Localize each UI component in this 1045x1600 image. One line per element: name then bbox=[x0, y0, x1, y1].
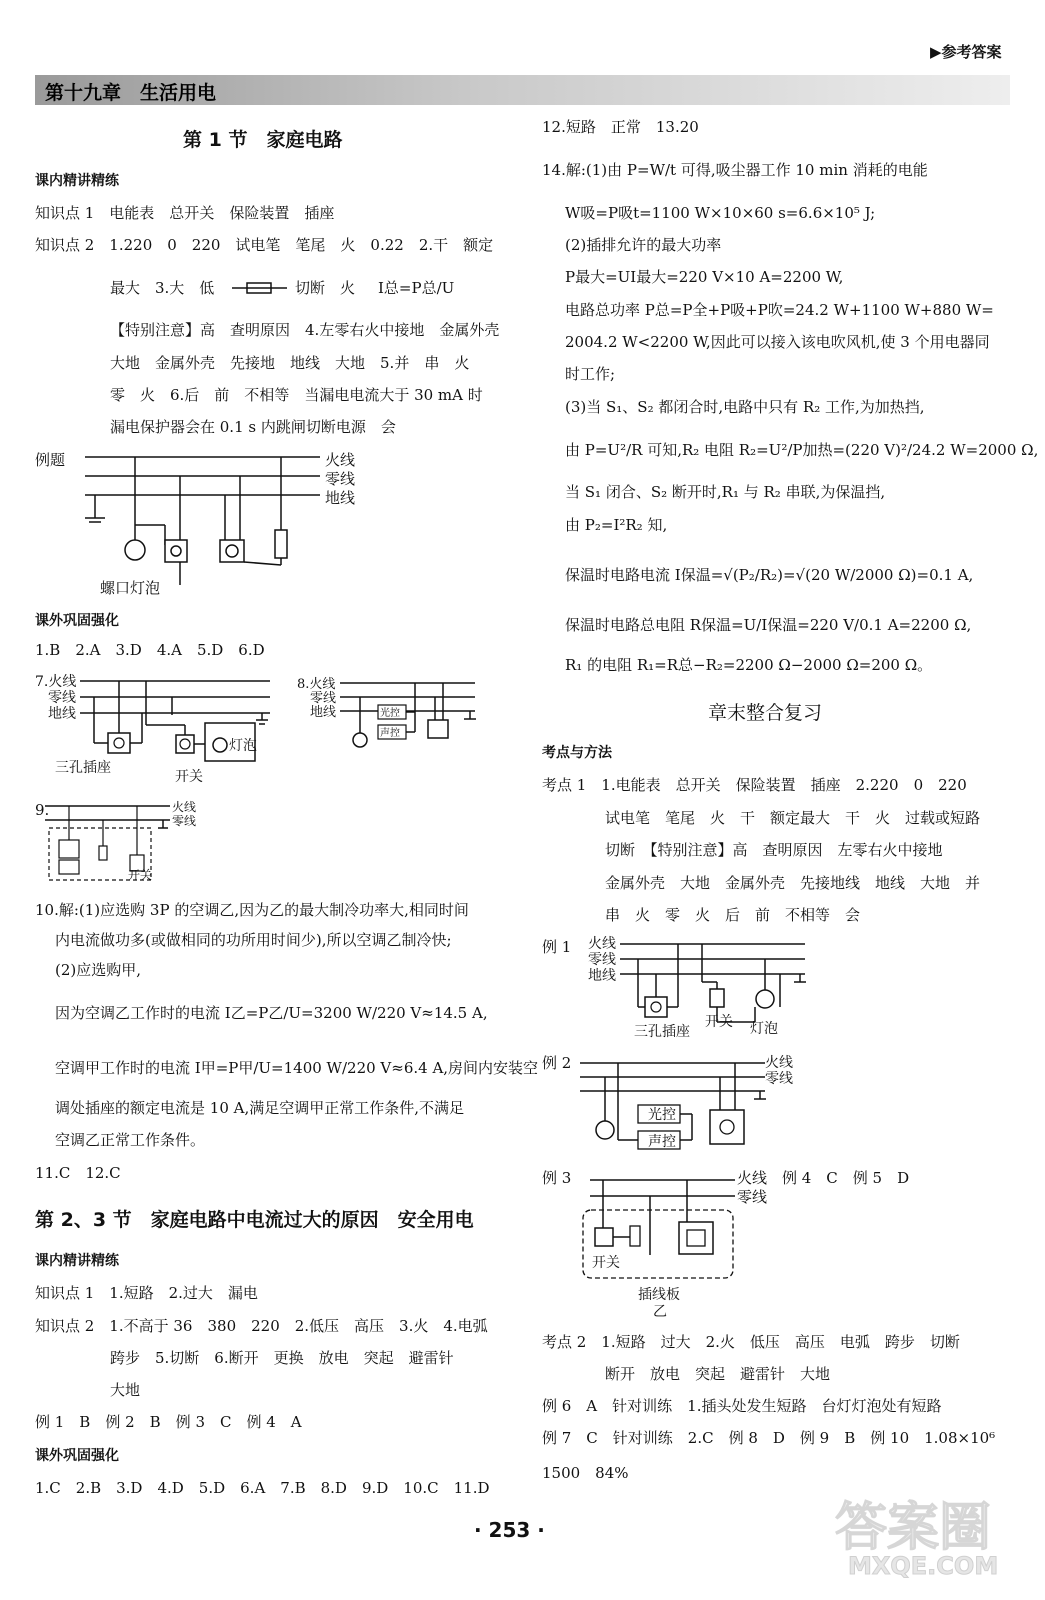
section1-title: 第 1 节 家庭电路 bbox=[183, 129, 343, 151]
text-line: 1500 84% bbox=[542, 1464, 629, 1482]
subheading-gonggu-2: 课外巩固强化 bbox=[35, 1448, 119, 1464]
answers-line: 1.C 2.B 3.D 4.D 5.D 6.A 7.B 8.D 9.D 10.C 11.D bbox=[35, 1479, 490, 1497]
subheading-method: 考点与方法 bbox=[542, 745, 612, 761]
text-line: 大地 bbox=[110, 1381, 141, 1399]
q7-socket: 三孔插座 bbox=[55, 760, 111, 776]
text-line: 14.解:(1)由 P=W/t 可得,吸尘器工作 10 min 消耗的电能 bbox=[542, 161, 928, 179]
text-line: 零 火 6.后 前 不相等 当漏电电流大于 30 mA 时 bbox=[110, 386, 483, 404]
ex3-switch: 开关 bbox=[592, 1255, 620, 1271]
text-line: 2004.2 W<2200 W,因此可以接入该电吹风机,使 3 个用电器同 bbox=[565, 333, 990, 351]
fuse-symbol-icon bbox=[232, 280, 287, 296]
ex1-zero: 零线 bbox=[588, 952, 616, 968]
text-line: 切断 火 bbox=[295, 279, 356, 297]
ex3-yi: 乙 bbox=[653, 1304, 667, 1320]
ex3-board: 插线板 bbox=[638, 1287, 680, 1303]
ex1-socket: 三孔插座 bbox=[634, 1024, 690, 1040]
chapter-title: 第十九章 生活用电 bbox=[45, 82, 217, 104]
ex2-sound: 声控 bbox=[648, 1134, 676, 1150]
answers-line: 1.B 2.A 3.D 4.A 5.D 6.D bbox=[35, 641, 265, 659]
text-line: 串 火 零 火 后 前 不相等 会 bbox=[605, 906, 861, 924]
q8-zero: 零线 bbox=[310, 691, 337, 706]
label-fire: 火线 bbox=[325, 451, 356, 469]
q7-bulb: 灯泡 bbox=[229, 738, 257, 754]
text-line: 空调乙正常工作条件。 bbox=[55, 1131, 206, 1149]
text-line: 知识点 2 1.220 0 220 试电笔 笔尾 火 0.22 2.干 额定 bbox=[35, 236, 494, 254]
formula-line: W吸=P吸t=1100 W×10×60 s=6.6×10⁵ J; bbox=[565, 204, 876, 222]
formula-line: 由 P₂=I²R₂ 知, bbox=[565, 516, 668, 534]
label-zero: 零线 bbox=[325, 470, 356, 488]
text-line: 当 S₁ 闭合、S₂ 断开时,R₁ 与 R₂ 串联,为保温挡, bbox=[565, 483, 886, 501]
text-line: 例 7 C 针对训练 2.C 例 8 D 例 9 B 例 10 1.08×10⁶ bbox=[542, 1429, 996, 1447]
formula-line: 电路总功率 P总=P全+P吸+P吹=24.2 W+1100 W+880 W= bbox=[565, 301, 994, 319]
q8-earth: 地线 bbox=[310, 705, 337, 720]
formula-line: P最大=UI最大=220 V×10 A=2200 W, bbox=[565, 268, 844, 286]
answer-ref-header bbox=[930, 42, 1002, 62]
label-earth: 地线 bbox=[325, 489, 356, 507]
text-line: 漏电保护器会在 0.1 s 内跳闸切断电源 会 bbox=[110, 418, 396, 436]
text-line: 跨步 5.切断 6.断开 更换 放电 突起 避雷针 bbox=[110, 1349, 454, 1367]
example-label: 例题 bbox=[35, 451, 66, 469]
subheading-jingjiang: 课内精讲精练 bbox=[35, 173, 119, 189]
text-line: (2)应选购甲, bbox=[55, 961, 142, 979]
formula-line: 因为空调乙工作时的电流 I乙=P乙/U=3200 W/220 V≈14.5 A, bbox=[55, 1004, 488, 1022]
q7-switch: 开关 bbox=[175, 769, 203, 785]
text-line: 知识点 1 1.短路 2.过大 漏电 bbox=[35, 1284, 258, 1302]
formula-line: 保温时电路电流 I保温=√(P₂/R₂)=√(20 W/2000 Ω)=0.1 A, bbox=[565, 566, 974, 584]
ex3-label: 例 3 bbox=[542, 1169, 572, 1187]
text-line: 10.解:(1)应选购 3P 的空调乙,因为乙的最大制冷功率大,相同时间 bbox=[35, 901, 469, 919]
ex3-fire: 火线 bbox=[737, 1169, 768, 1187]
text-line: 例 6 A 针对训练 1.插头处发生短路 台灯灯泡处有短路 bbox=[542, 1397, 942, 1415]
text-line: 知识点 2 1.不高于 36 380 220 2.低压 高压 3.火 4.电弧 bbox=[35, 1317, 488, 1335]
watermark-text: 答案圈 bbox=[835, 1498, 992, 1558]
text-line: 调处插座的额定电流是 10 A,满足空调甲正常工作条件,不满足 bbox=[55, 1099, 464, 1117]
ex1-earth: 地线 bbox=[588, 968, 616, 984]
text-line: 内电流做功多(或做相同的功所用时间少),所以空调乙制冷快; bbox=[55, 931, 452, 949]
page-number: · 253 · bbox=[474, 1518, 545, 1542]
q7-earth: 地线 bbox=[48, 706, 76, 722]
review-title: 章末整合复习 bbox=[708, 702, 823, 724]
formula-line: 空调甲工作时的电流 I甲=P甲/U=1400 W/220 V≈6.4 A,房间内安装空 bbox=[55, 1059, 539, 1077]
text-line: 知识点 1 电能表 总开关 保险装置 插座 bbox=[35, 204, 335, 222]
q9-zero: 零线 bbox=[172, 814, 197, 828]
q8-sound-label: 声控 bbox=[380, 728, 400, 739]
text-line: 大地 金属外壳 先接地 地线 大地 5.并 串 火 bbox=[110, 354, 470, 372]
ex1-fire: 火线 bbox=[588, 936, 616, 952]
ex4-5-answers: 例 4 C 例 5 D bbox=[782, 1169, 910, 1187]
formula: I总=P总/U bbox=[378, 279, 455, 297]
ex2-light: 光控 bbox=[648, 1107, 676, 1123]
text-line: 考点 1 1.电能表 总开关 保险装置 插座 2.220 0 220 bbox=[542, 776, 967, 794]
text-line: 试电笔 笔尾 火 干 额定最大 干 火 过载或短路 bbox=[605, 809, 981, 827]
ex2-label: 例 2 bbox=[542, 1054, 572, 1072]
q9-switch: 开关 bbox=[128, 868, 153, 882]
text-line: 时工作; bbox=[565, 365, 616, 383]
header-label: 参考答案 bbox=[941, 43, 1002, 61]
q8-light-label: 光控 bbox=[380, 708, 400, 719]
answers-line: 11.C 12.C bbox=[35, 1164, 121, 1182]
q7-fire: 7.火线 bbox=[35, 674, 77, 690]
watermark-logo bbox=[820, 1480, 1020, 1590]
text-line: 切断 【特别注意】高 查明原因 左零右火中接地 bbox=[605, 841, 943, 859]
q7-zero: 零线 bbox=[48, 690, 76, 706]
text-line: 断开 放电 突起 避雷针 大地 bbox=[605, 1365, 831, 1383]
play-icon: ▶ bbox=[930, 43, 942, 61]
text-line: 例 1 B 例 2 B 例 3 C 例 4 A bbox=[35, 1413, 302, 1431]
section23-title: 第 2、3 节 家庭电路中电流过大的原因 安全用电 bbox=[35, 1209, 474, 1231]
q9-circuit-diagram bbox=[45, 800, 175, 885]
watermark-url: MXQE.COM bbox=[848, 1552, 999, 1580]
text-line: 金属外壳 大地 金属外壳 先接地线 地线 大地 并 bbox=[605, 874, 981, 892]
ex1-bulb: 灯泡 bbox=[750, 1021, 778, 1037]
ex3-zero: 零线 bbox=[737, 1188, 768, 1206]
text-line: (3)当 S₁、S₂ 都闭合时,电路中只有 R₂ 工作,为加热挡, bbox=[565, 398, 925, 416]
ex2-fire: 火线 bbox=[765, 1055, 793, 1071]
text-line: 【特别注意】高 查明原因 4.左零右火中接地 金属外壳 bbox=[110, 321, 500, 339]
q8-fire: 8.火线 bbox=[297, 677, 336, 692]
subheading-jingjiang-2: 课内精讲精练 bbox=[35, 1253, 119, 1269]
label-bulb-cap: 螺口灯泡 bbox=[100, 579, 161, 597]
ex1-label: 例 1 bbox=[542, 938, 572, 956]
formula-line: 保温时电路总电阻 R保温=U/I保温=220 V/0.1 A=2200 Ω, bbox=[565, 616, 972, 634]
formula-line: 由 P=U²/R 可知,R₂ 电阻 R₂=U²/P加热=(220 V)²/24.2 W=2000 Ω, bbox=[565, 441, 1039, 459]
q9-number: 9. bbox=[35, 801, 50, 819]
subheading-gonggu: 课外巩固强化 bbox=[35, 613, 119, 629]
ex2-zero: 零线 bbox=[765, 1071, 793, 1087]
text-line: 最大 3.大 低 bbox=[110, 279, 215, 297]
text-line: 12.短路 正常 13.20 bbox=[542, 118, 699, 136]
ex1-switch: 开关 bbox=[705, 1014, 733, 1030]
q8-circuit-diagram bbox=[340, 675, 490, 760]
formula-line: R₁ 的电阻 R₁=R总−R₂=2200 Ω−2000 Ω=200 Ω。 bbox=[565, 656, 933, 674]
text-line: 考点 2 1.短路 过大 2.火 低压 高压 电弧 跨步 切断 bbox=[542, 1333, 960, 1351]
text-line: (2)插排允许的最大功率 bbox=[565, 236, 722, 254]
q9-fire: 火线 bbox=[172, 800, 197, 814]
